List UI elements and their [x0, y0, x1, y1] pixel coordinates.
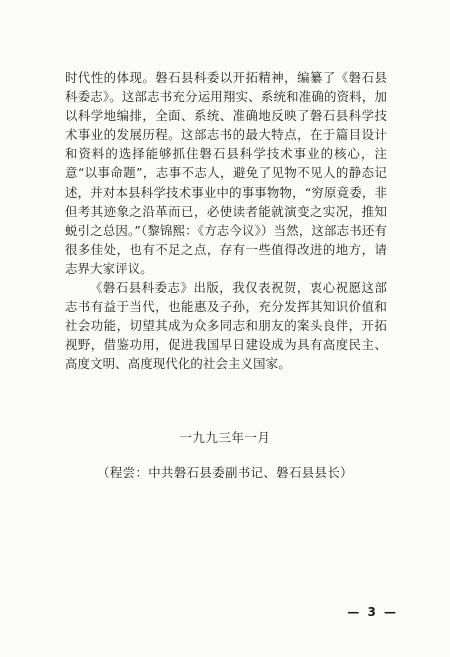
page-number: — 3 —: [347, 605, 398, 619]
signature-line: （程尝：中共磐石县委副书记、磐石县县长）: [97, 465, 353, 480]
paragraph-2: 《磐石县科委志》出版，我仅表祝贺，衷心祝愿这部志书有益于当代，也能惠及子孙，充分发挥其知识价值和社会功能，切望其成为众多同志和朋友的案头良伴，开拓视野，借鉴功用，促进我国早日建设成为具有高度民主、高度文明、高度现代化的社会主义国家。: [65, 280, 387, 372]
body-text: [65, 68, 387, 374]
date-line: 一九九三年一月: [179, 430, 271, 445]
paragraph-1: 时代性的体现。磐石县科委以开拓精神，编纂了《磐石县科委志》。这部志书充分运用翔实、系统和准确的资料，加以科学地编排，全面、系统、准确地反映了磐石县科学技术事业的发展历程。这部志书的最大特点，在于篇目设计和资料的选择能够抓住磐石县科学技术事业的核心，注意“以事命题”，志事不志人，避免了见物不见人的静态记述，并对本县科学技术事业中的事事物物，“穷原竟委，非但考其迹象之沿革而已，必使读者能就演变之实况，推知蜕引之总因。”（黎锦熙：《方志今议》）当然，这部志书还有很多佳处，也有不足之点，存有一些值得改进的地方，请志界大家评议。: [65, 70, 387, 276]
